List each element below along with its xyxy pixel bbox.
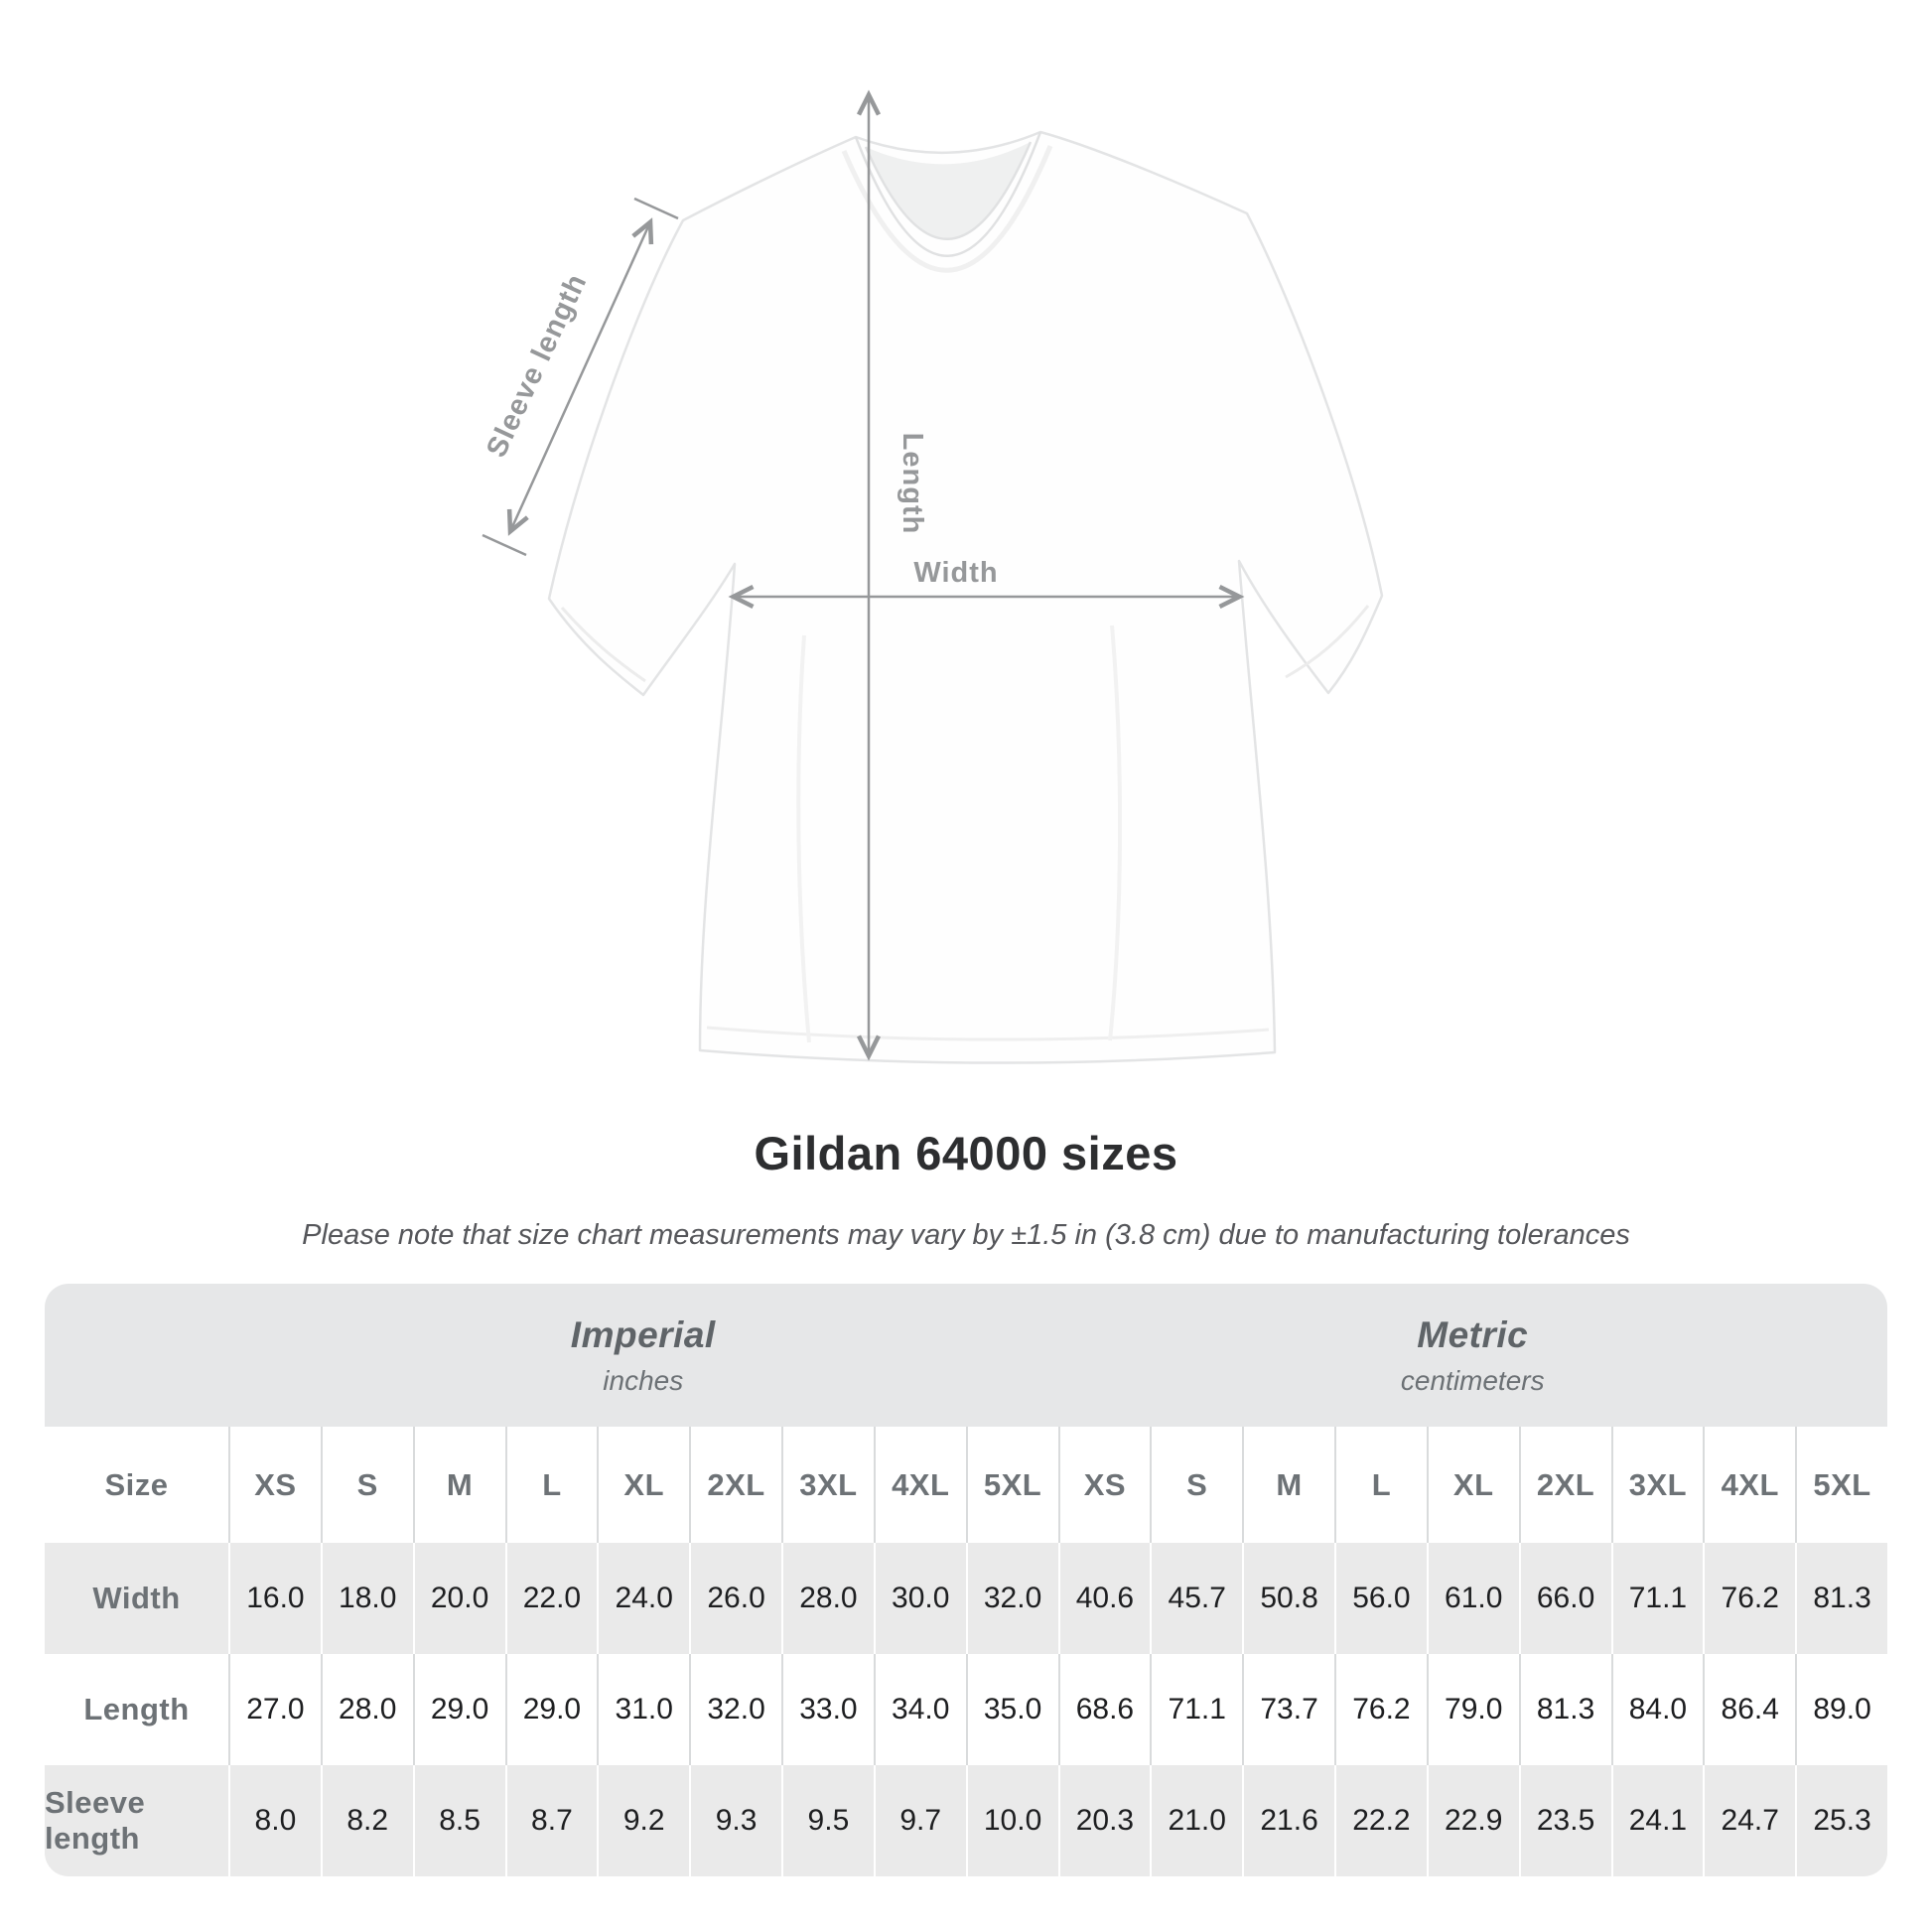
size-col-header: S <box>1150 1427 1242 1543</box>
size-col-header: 3XL <box>1611 1427 1704 1543</box>
measurement-cell: 34.0 <box>874 1654 966 1765</box>
measurement-cell: 24.7 <box>1703 1765 1795 1876</box>
measurement-cell: 31.0 <box>597 1654 689 1765</box>
page-title: Gildan 64000 sizes <box>754 1127 1178 1179</box>
size-corner-label: Size <box>104 1466 169 1502</box>
size-col-header: XL <box>1427 1427 1519 1543</box>
measurement-cell: 20.0 <box>413 1543 505 1654</box>
measurement-cell: 89.0 <box>1795 1654 1887 1765</box>
row-header: Length <box>83 1692 190 1726</box>
measurement-cell: 8.7 <box>505 1765 598 1876</box>
table-band-corner <box>45 1284 228 1427</box>
imperial-unit-label: inches <box>603 1364 684 1396</box>
measurement-cell: 66.0 <box>1519 1543 1611 1654</box>
row-header: Sleeve length <box>45 1765 228 1876</box>
sleeve-length-label: Sleeve length <box>481 268 594 463</box>
imperial-band <box>228 1284 1058 1427</box>
size-col-header: S <box>321 1427 413 1543</box>
measurement-cell: 23.5 <box>1519 1765 1611 1876</box>
measurement-cell: 22.2 <box>1334 1765 1427 1876</box>
metric-band <box>1058 1284 1888 1427</box>
measurement-cell: 71.1 <box>1150 1654 1242 1765</box>
measurement-cell: 25.3 <box>1795 1765 1887 1876</box>
measurement-cell: 29.0 <box>505 1654 598 1765</box>
measurement-cell: 9.5 <box>781 1765 874 1876</box>
measurement-cell: 24.1 <box>1611 1765 1704 1876</box>
measurement-cell: 8.0 <box>228 1765 321 1876</box>
measurement-cell: 71.1 <box>1611 1543 1704 1654</box>
measurement-cell: 21.0 <box>1150 1765 1242 1876</box>
size-col-header: XS <box>1058 1427 1151 1543</box>
measurement-cell: 16.0 <box>228 1543 321 1654</box>
size-col-header: L <box>505 1427 598 1543</box>
measurement-cell: 81.3 <box>1519 1654 1611 1765</box>
measurement-cell: 28.0 <box>321 1654 413 1765</box>
tolerance-note: Please note that size chart measurements may vary by ±1.5 in (3.8 cm) due to manufacturing tolerances <box>302 1219 1630 1251</box>
measurement-cell: 8.5 <box>413 1765 505 1876</box>
measurement-cell: 76.2 <box>1334 1654 1427 1765</box>
measurement-cell: 22.0 <box>505 1543 598 1654</box>
measurement-cell: 10.0 <box>966 1765 1058 1876</box>
measurement-cell: 84.0 <box>1611 1654 1704 1765</box>
size-col-header: 4XL <box>1703 1427 1795 1543</box>
size-col-header: M <box>1242 1427 1334 1543</box>
size-col-header: L <box>1334 1427 1427 1543</box>
measurement-cell: 32.0 <box>689 1654 781 1765</box>
measurement-cell: 35.0 <box>966 1654 1058 1765</box>
measurement-cell: 30.0 <box>874 1543 966 1654</box>
measurement-cell: 18.0 <box>321 1543 413 1654</box>
size-col-header: XS <box>228 1427 321 1543</box>
size-col-header: M <box>413 1427 505 1543</box>
measurement-cell: 26.0 <box>689 1543 781 1654</box>
width-label: Width <box>913 557 999 589</box>
measurement-cell: 76.2 <box>1703 1543 1795 1654</box>
measurement-cell: 32.0 <box>966 1543 1058 1654</box>
length-label: Length <box>897 432 928 535</box>
size-table <box>45 1284 1887 1876</box>
size-col-header: 2XL <box>1519 1427 1611 1543</box>
measurement-cell: 73.7 <box>1242 1654 1334 1765</box>
measurement-cell: 56.0 <box>1334 1543 1427 1654</box>
size-col-header: 5XL <box>966 1427 1058 1543</box>
measurement-cell: 27.0 <box>228 1654 321 1765</box>
measurement-cell: 8.2 <box>321 1765 413 1876</box>
measurement-cell: 79.0 <box>1427 1654 1519 1765</box>
metric-unit-label: centimeters <box>1400 1364 1545 1396</box>
measurement-cell: 9.2 <box>597 1765 689 1876</box>
imperial-label: Imperial <box>570 1313 716 1355</box>
size-col-header: 3XL <box>781 1427 874 1543</box>
measurement-cell: 40.6 <box>1058 1543 1151 1654</box>
measurement-cell: 86.4 <box>1703 1654 1795 1765</box>
measurement-cell: 33.0 <box>781 1654 874 1765</box>
measurement-cell: 28.0 <box>781 1543 874 1654</box>
measurement-cell: 45.7 <box>1150 1543 1242 1654</box>
measurement-cell: 9.3 <box>689 1765 781 1876</box>
measurement-cell: 61.0 <box>1427 1543 1519 1654</box>
size-col-header: 5XL <box>1795 1427 1887 1543</box>
metric-label: Metric <box>1417 1313 1529 1355</box>
size-col-header: 2XL <box>689 1427 781 1543</box>
measurement-cell: 29.0 <box>413 1654 505 1765</box>
measurement-cell: 68.6 <box>1058 1654 1151 1765</box>
measurement-cell: 24.0 <box>597 1543 689 1654</box>
size-col-header: XL <box>597 1427 689 1543</box>
measurement-cell: 22.9 <box>1427 1765 1519 1876</box>
measurement-cell: 20.3 <box>1058 1765 1151 1876</box>
size-col-header: 4XL <box>874 1427 966 1543</box>
measurement-cell: 50.8 <box>1242 1543 1334 1654</box>
measurement-cell: 81.3 <box>1795 1543 1887 1654</box>
measurement-cell: 21.6 <box>1242 1765 1334 1876</box>
row-header: Width <box>45 1543 228 1654</box>
measurement-cell: 9.7 <box>874 1765 966 1876</box>
